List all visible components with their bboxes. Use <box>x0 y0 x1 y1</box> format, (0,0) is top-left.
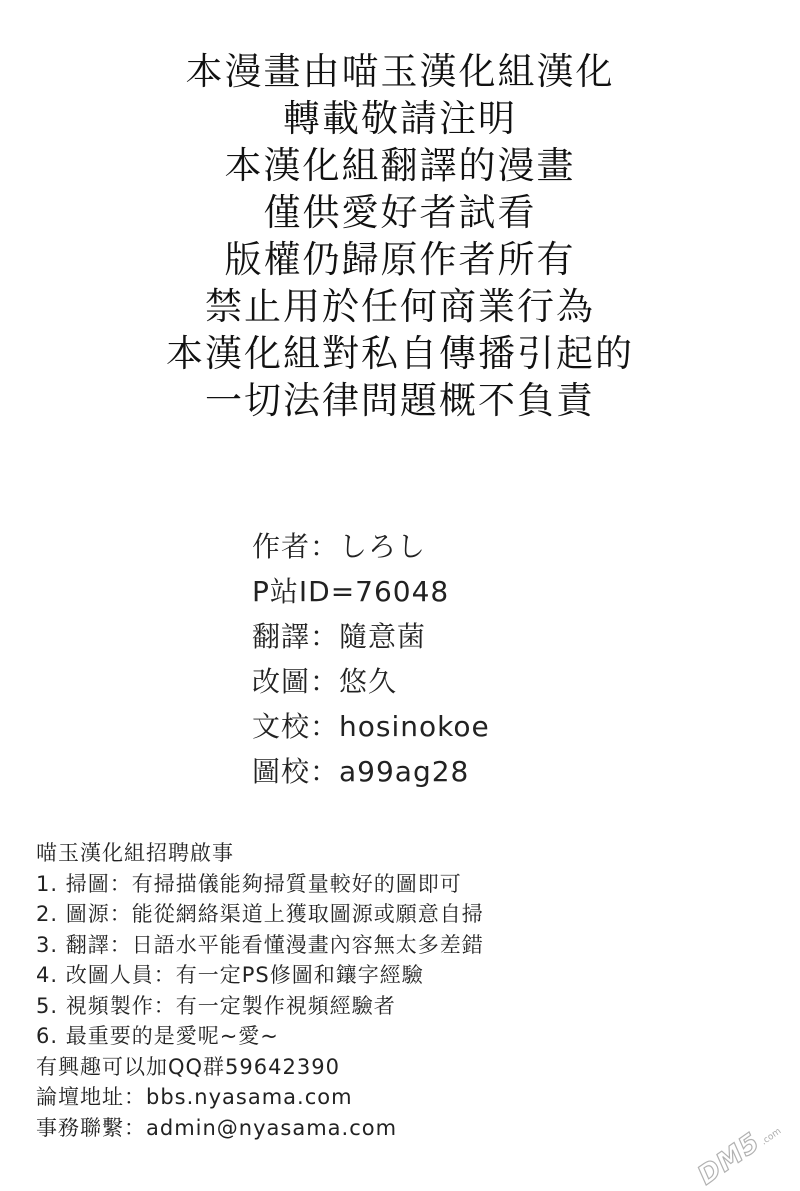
credit-image-proofreader: 圖校：a99ag28 <box>252 755 470 788</box>
recruitment-notice <box>36 838 484 1143</box>
recruit-contact-email: 事務聯繫：admin@nyasama.com <box>36 1115 398 1140</box>
disclaimer-notice <box>0 48 800 424</box>
notice-line: 禁止用於任何商業行為 <box>205 285 595 328</box>
notice-line: 本漢化組對私自傳播引起的 <box>166 332 634 375</box>
recruit-item: 6. 最重要的是愛呢~愛~ <box>36 1024 279 1048</box>
recruit-forum-address: 論壇地址：bbs.nyasama.com <box>36 1085 353 1109</box>
recruit-item: 5. 視頻製作：有一定製作視頻經驗者 <box>36 993 396 1018</box>
notice-line: 版權仍歸原作者所有 <box>224 238 576 281</box>
notice-line: 本漢化組翻譯的漫畫 <box>224 144 576 187</box>
notice-line: 僅供愛好者試看 <box>263 191 537 234</box>
recruit-item: 2. 圖源：能從網絡渠道上獲取圖源或願意自掃 <box>36 902 484 926</box>
recruit-title: 喵玉漢化組招聘啟事 <box>36 841 234 865</box>
notice-line: 轉載敬請注明 <box>283 97 517 140</box>
credits-block <box>252 524 490 794</box>
notice-line: 一切法律問題概不負責 <box>205 379 595 422</box>
recruit-item: 3. 翻譯：日語水平能看懂漫畫內容無太多差錯 <box>36 932 484 957</box>
recruit-qq-group: 有興趣可以加QQ群59642390 <box>36 1054 340 1079</box>
credit-translator: 翻譯：隨意菌 <box>252 620 427 653</box>
credit-pixiv-id: P站ID=76048 <box>252 575 450 608</box>
credit-text-proofreader: 文校：hosinokoe <box>252 710 490 743</box>
recruit-item: 4. 改圖人員：有一定PS修圖和鑲字經驗 <box>36 963 424 987</box>
notice-line: 本漫畫由喵玉漢化組漢化 <box>185 50 615 93</box>
watermark-domain: .com <box>759 1126 784 1148</box>
site-watermark <box>693 1113 786 1191</box>
credit-editor: 改圖：悠久 <box>252 665 398 698</box>
credit-author: 作者：しろし <box>252 530 427 563</box>
recruit-item: 1. 掃圖：有掃描儀能夠掃質量較好的圖即可 <box>36 871 462 896</box>
watermark-logo: DM5 <box>692 1127 767 1191</box>
